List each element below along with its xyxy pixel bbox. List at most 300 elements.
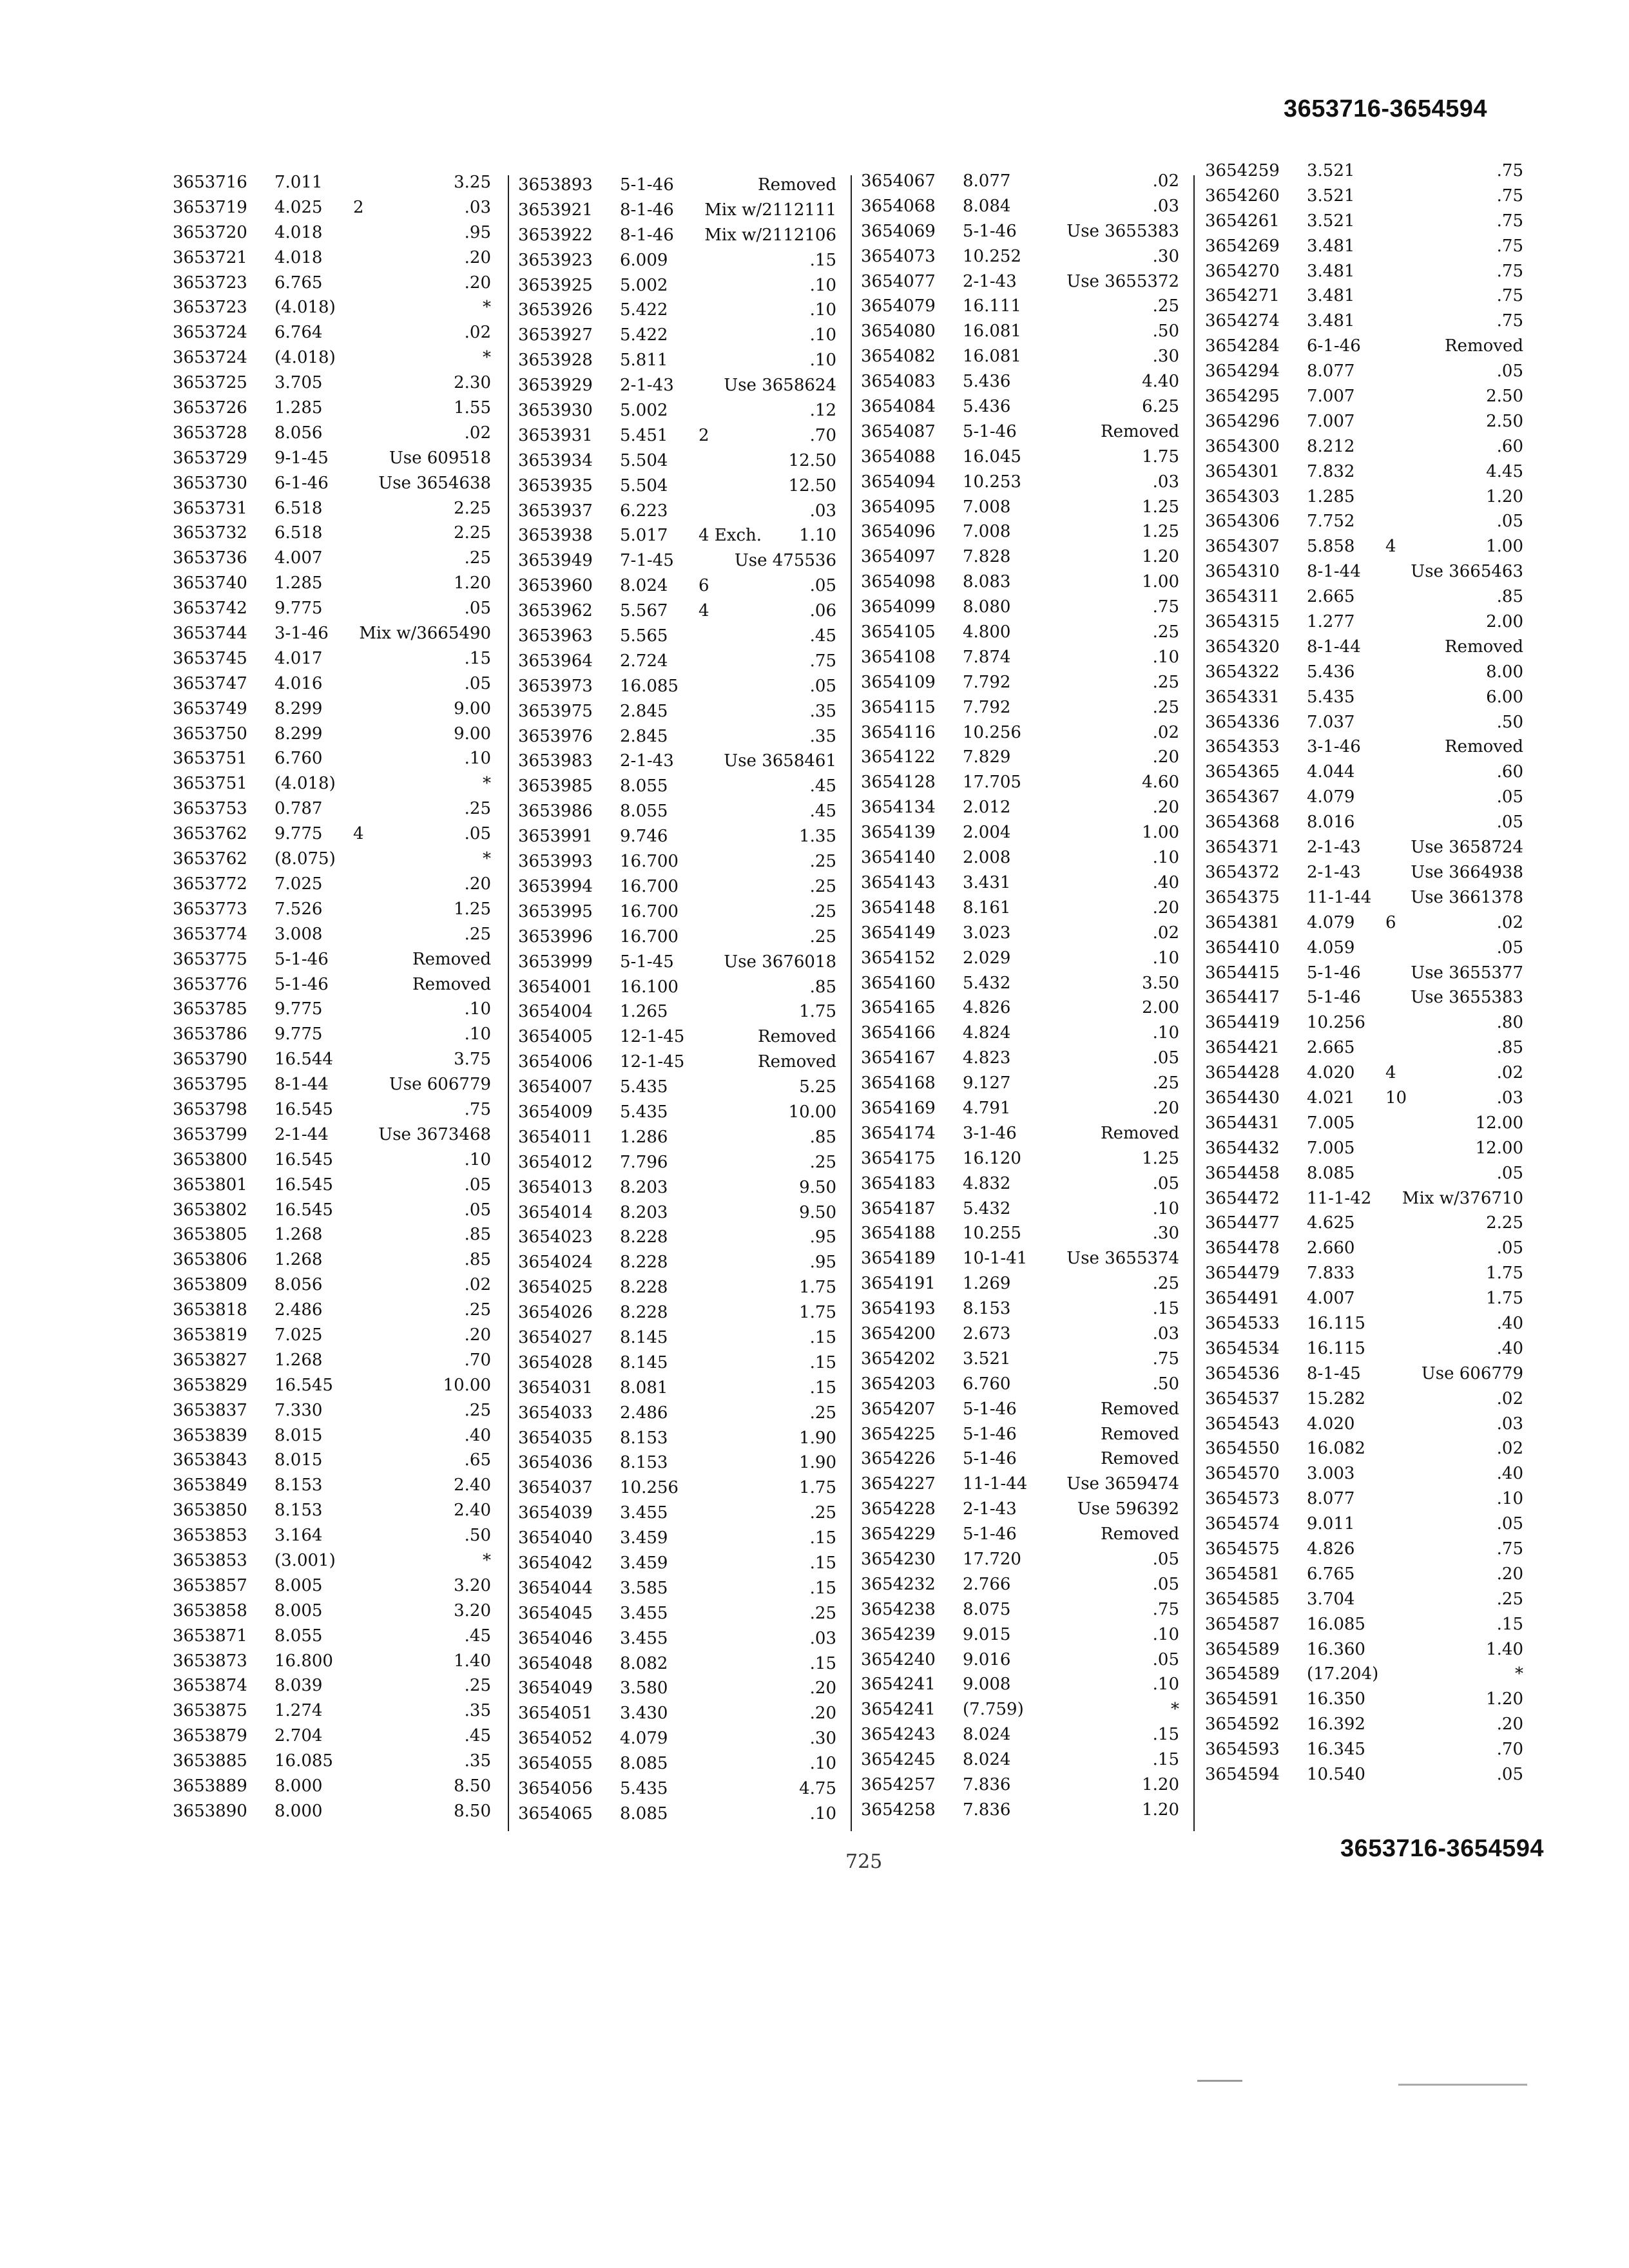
price: .25 [464,1676,491,1696]
price: .15 [1152,1725,1179,1745]
list-price: 5.432 [963,973,1011,993]
part-row [173,1050,508,1075]
part-number: 3654371 [1205,838,1280,858]
part-row [861,372,1196,397]
price: 1.00 [1142,572,1179,592]
part-number: 3653999 [518,952,593,972]
part-number: 3653839 [173,1425,247,1445]
part-row [861,1274,1196,1299]
part-row [518,977,853,1003]
part-row [173,1475,508,1501]
part-number: 3653871 [173,1626,247,1646]
price: .03 [1496,1088,1523,1108]
part-number: 3654375 [1205,887,1280,907]
part-number: 3653960 [518,576,593,596]
price: .60 [1496,436,1523,456]
list-price: 7.792 [963,697,1011,717]
list-price: 3.521 [1307,186,1355,206]
price: Removed [1101,1424,1179,1444]
part-row [861,522,1196,547]
price: .35 [809,701,836,721]
list-price: 9.127 [963,1073,1011,1093]
part-number: 3654368 [1205,812,1280,832]
part-row [173,1576,508,1601]
column-divider [508,175,509,1831]
price: Use 3654638 [378,473,491,493]
part-number: 3653976 [518,726,593,746]
price: Use 606779 [389,1075,491,1095]
list-price: 4.079 [620,1729,668,1749]
list-price: 3.430 [620,1704,668,1724]
part-number: 3653809 [173,1275,247,1295]
part-number: 3654055 [518,1754,593,1774]
part-number: 3654428 [1205,1063,1280,1083]
part-row [861,171,1196,197]
part-row [518,451,853,476]
part-row [861,547,1196,572]
part-number: 3654035 [518,1428,593,1448]
part-number: 3654094 [861,472,936,492]
list-price: 6.223 [620,501,668,521]
price: Use 606779 [1421,1363,1523,1383]
part-row [173,925,508,950]
list-price: 3.704 [1307,1589,1355,1609]
part-row [518,1678,853,1704]
price: .50 [464,1526,491,1546]
part-number: 3654203 [861,1374,936,1394]
list-price: 10.255 [963,1224,1021,1244]
price: .05 [1152,1048,1179,1068]
price: .20 [464,1325,491,1345]
part-row [173,523,508,548]
list-price: 2.665 [1307,587,1355,607]
part-number: 3653749 [173,698,247,718]
part-row [518,601,853,626]
list-price: 10.540 [1307,1765,1365,1784]
part-row [861,848,1196,873]
part-row [518,1278,853,1303]
part-number: 3654589 [1205,1639,1280,1659]
part-row [861,1750,1196,1775]
price: Use 3664938 [1411,862,1523,882]
part-number: 3654048 [518,1653,593,1673]
price: .25 [464,799,491,819]
price: .02 [464,1275,491,1295]
price: .10 [464,999,491,1019]
list-price: 9.008 [963,1675,1011,1695]
part-row [861,1800,1196,1825]
part-row [173,1450,508,1475]
price: .03 [464,197,491,217]
part-number: 3654109 [861,672,936,692]
part-row [173,1401,508,1426]
list-price: (3.001) [275,1550,336,1570]
part-number: 3654207 [861,1399,936,1419]
part-number: 3654226 [861,1449,936,1469]
part-row [1205,787,1540,812]
part-number: 3654166 [861,1023,936,1043]
part-row [861,622,1196,648]
part-number: 3653926 [518,300,593,320]
part-number: 3654410 [1205,937,1280,957]
part-number: 3653730 [173,473,247,493]
part-row [1205,838,1540,863]
part-row [518,1654,853,1679]
part-row [861,197,1196,222]
list-price: 8-1-46 [620,225,674,245]
list-price: 10.252 [963,246,1021,266]
price: .15 [1496,1614,1523,1634]
price: Use 3676018 [724,952,836,972]
part-number: 3654082 [861,347,936,367]
part-number: 3653857 [173,1575,247,1595]
price: .10 [1496,1489,1523,1509]
list-price: 17.705 [963,773,1021,793]
part-number: 3654134 [861,798,936,818]
part-row [1205,812,1540,838]
list-price: 3.481 [1307,236,1355,256]
part-number: 3654152 [861,948,936,968]
list-price: 4.017 [275,648,323,668]
list-price: 9.775 [275,824,323,844]
list-price: 10-1-41 [963,1249,1028,1269]
list-price: 8-1-46 [620,200,674,220]
part-row [1205,1264,1540,1289]
list-price: 4.021 [1307,1088,1355,1108]
part-number: 3654012 [518,1152,593,1172]
price: 2.40 [454,1475,491,1495]
part-number: 3654419 [1205,1013,1280,1033]
part-number: 3653795 [173,1075,247,1095]
price: 6.25 [1142,397,1179,417]
price: 12.00 [1475,1138,1523,1158]
part-row [173,624,508,649]
part-number: 3654534 [1205,1338,1280,1358]
price: .95 [464,222,491,242]
part-row [518,1503,853,1528]
part-row [173,1526,508,1551]
list-price: 8.055 [620,776,668,796]
part-row [1205,1339,1540,1364]
part-number: 3654189 [861,1249,936,1269]
part-number: 3653750 [173,724,247,744]
price: .10 [1152,1198,1179,1218]
price: .75 [1496,161,1523,180]
list-price: 8.000 [275,1801,323,1821]
part-row [1205,1164,1540,1189]
list-price: 5-1-46 [1307,988,1361,1008]
part-row [1205,637,1540,662]
price: .50 [1496,712,1523,732]
price: .05 [1496,1514,1523,1534]
price: .10 [1152,1675,1179,1695]
list-price: 16.700 [620,901,679,921]
part-row [173,223,508,248]
list-price: 8.153 [963,1299,1011,1319]
price: Use 3655372 [1066,271,1179,291]
part-row [861,1425,1196,1450]
price: 12.00 [1475,1113,1523,1133]
part-number: 3654105 [861,622,936,642]
list-price: 7.005 [1307,1138,1355,1158]
list-price: 2.012 [963,798,1011,818]
part-row [173,273,508,298]
price: .50 [1152,1374,1179,1394]
part-row [518,776,853,802]
price: .10 [809,275,836,295]
price: .10 [464,1149,491,1169]
part-row [1205,211,1540,236]
list-price: 6.009 [620,250,668,270]
list-price: (7.759) [963,1700,1024,1720]
part-row [173,1250,508,1275]
part-number: 3653930 [518,401,593,421]
list-price: 9.015 [963,1624,1011,1644]
part-number: 3653719 [173,197,247,217]
part-row [1205,1765,1540,1790]
list-price: 3.481 [1307,286,1355,306]
part-row [518,1378,853,1403]
price: Removed [1445,336,1523,356]
price: Use 3661378 [1411,887,1523,907]
price: .05 [1496,1238,1523,1258]
part-number: 3653963 [518,626,593,646]
price: Use 609518 [389,448,491,468]
list-price: 8.153 [275,1475,323,1495]
list-price: 16.085 [620,676,679,696]
price: Removed [1445,637,1523,657]
list-price: 8.081 [620,1378,668,1398]
part-row [861,497,1196,523]
price: 8.00 [1486,662,1523,682]
price: .40 [1496,1464,1523,1484]
list-price: 16.100 [620,977,679,997]
part-number: 3654200 [861,1323,936,1343]
part-row [1205,537,1540,562]
part-row [1205,1740,1540,1765]
part-row [518,276,853,301]
part-number: 3654140 [861,848,936,868]
price: .03 [1496,1414,1523,1434]
part-row [1205,1063,1540,1088]
price: Mix w/3665490 [359,624,491,644]
part-row [173,323,508,348]
list-price: 2-1-44 [275,1124,329,1144]
list-price: 5.811 [620,351,668,370]
price: .25 [1152,697,1179,717]
list-price: 7.836 [963,1800,1011,1820]
part-number: 3654295 [1205,387,1280,407]
part-number: 3654593 [1205,1740,1280,1760]
part-number: 3653858 [173,1600,247,1620]
part-row [1205,1013,1540,1038]
price: .80 [1496,1013,1523,1033]
price: .75 [1496,261,1523,281]
list-price: 7.752 [1307,512,1355,532]
part-row [518,325,853,351]
list-price: 16.545 [275,1149,333,1169]
part-number: 3654307 [1205,537,1280,557]
part-row [1205,1189,1540,1214]
list-price: (17.204) [1307,1664,1379,1684]
list-price: 4.007 [275,548,323,568]
list-price: 1.268 [275,1350,323,1370]
list-price: 5.504 [620,450,668,470]
part-row [173,1150,508,1175]
list-price: 17.720 [963,1549,1021,1569]
list-price: 8.299 [275,698,323,718]
price: .15 [809,1352,836,1372]
list-price: 3.585 [620,1578,668,1598]
list-price: 3.521 [1307,161,1355,180]
part-number: 3654067 [861,171,936,191]
price: .02 [1496,1063,1523,1083]
part-number: 3654095 [861,497,936,517]
list-price: 8.228 [620,1227,668,1247]
price: .25 [1496,1589,1523,1609]
price: .25 [809,927,836,947]
part-row [861,1524,1196,1550]
list-price: 6-1-46 [275,473,329,493]
list-price: 6.518 [275,498,323,518]
list-price: 2-1-43 [620,751,674,771]
part-row [518,1128,853,1153]
part-number: 3653975 [518,701,593,721]
list-price: 2-1-43 [963,271,1017,291]
price: .65 [464,1450,491,1470]
list-price: 8.056 [275,1275,323,1295]
note: 6 [699,576,709,596]
part-number: 3654175 [861,1148,936,1168]
note: 10 [1385,1088,1407,1108]
price: .15 [809,1528,836,1548]
part-number: 3654001 [518,977,593,997]
price: .15 [1152,1750,1179,1770]
list-price: 4.832 [963,1173,1011,1193]
list-price: 16.700 [620,852,679,872]
part-row [518,526,853,551]
price: .20 [464,874,491,894]
parts-column-4 [1205,161,1540,1790]
price: Mix w/376710 [1402,1188,1523,1208]
price: Removed [1445,737,1523,757]
price: 1.20 [1486,1689,1523,1709]
price: .20 [1496,1564,1523,1584]
list-price: 7.011 [275,173,323,192]
price: .03 [809,1628,836,1648]
price: .10 [464,749,491,769]
price: .05 [464,1175,491,1195]
part-number: 3653843 [173,1450,247,1470]
part-number: 3654331 [1205,687,1280,707]
price: .25 [1152,622,1179,642]
price: .75 [1496,311,1523,331]
part-row [861,823,1196,848]
part-number: 3654183 [861,1173,936,1193]
part-row [861,1149,1196,1174]
list-price: 2.766 [963,1574,1011,1594]
note: 4 [699,601,709,621]
note: 2 [699,425,709,445]
price: .05 [1496,1163,1523,1183]
list-price: 3-1-46 [1307,737,1361,757]
part-row [1205,186,1540,211]
part-row [173,173,508,198]
price: .25 [809,1503,836,1523]
price: .70 [464,1350,491,1370]
list-price: 1.268 [275,1250,323,1270]
part-number: 3653724 [173,348,247,368]
part-number: 3654479 [1205,1264,1280,1283]
list-price: 10.256 [963,722,1021,742]
price: .02 [464,323,491,343]
price: 2.00 [1142,998,1179,1018]
part-row [518,852,853,877]
part-number: 3654165 [861,998,936,1018]
part-row [861,1625,1196,1650]
list-price: 7.796 [620,1152,668,1172]
part-row [518,702,853,727]
price: .02 [1496,912,1523,932]
part-row [861,1399,1196,1425]
price: Use 3655377 [1411,963,1523,983]
price: Removed [758,175,836,195]
price: .25 [809,1152,836,1172]
price: * [483,348,491,368]
list-price: 2.673 [963,1323,1011,1343]
part-number: 3654108 [861,647,936,667]
price: 3.20 [454,1600,491,1620]
part-row [861,1199,1196,1224]
price: * [483,774,491,794]
part-row [518,1528,853,1553]
list-price: 2.008 [963,848,1011,868]
price: 1.00 [1486,537,1523,557]
price: .45 [809,802,836,822]
list-price: 5-1-46 [963,1399,1017,1419]
part-row [1205,1689,1540,1715]
part-number: 3653921 [518,200,593,220]
part-row [518,1102,853,1128]
list-price: 5.002 [620,275,668,295]
part-row [861,1073,1196,1099]
part-row [1205,262,1540,287]
price: Use 3673468 [378,1124,491,1144]
part-number: 3654230 [861,1549,936,1569]
list-price: 5.422 [620,300,668,320]
part-number: 3654037 [518,1478,593,1498]
part-row [173,1776,508,1802]
part-row [1205,562,1540,587]
part-number: 3654044 [518,1578,593,1598]
part-row [173,1075,508,1100]
part-number: 3654322 [1205,662,1280,682]
price: Use 3655374 [1066,1249,1179,1269]
part-number: 3653751 [173,774,247,794]
price: .20 [809,1678,836,1698]
part-row [861,723,1196,748]
part-number: 3654260 [1205,186,1280,206]
column-divider [1193,175,1195,1831]
list-price: 10.256 [620,1478,679,1498]
price: .20 [1152,747,1179,767]
part-number: 3653922 [518,225,593,245]
part-number: 3653790 [173,1050,247,1070]
price: 4.60 [1142,773,1179,793]
part-row [173,699,508,724]
list-price: 6.764 [275,323,323,343]
part-row [173,1225,508,1250]
